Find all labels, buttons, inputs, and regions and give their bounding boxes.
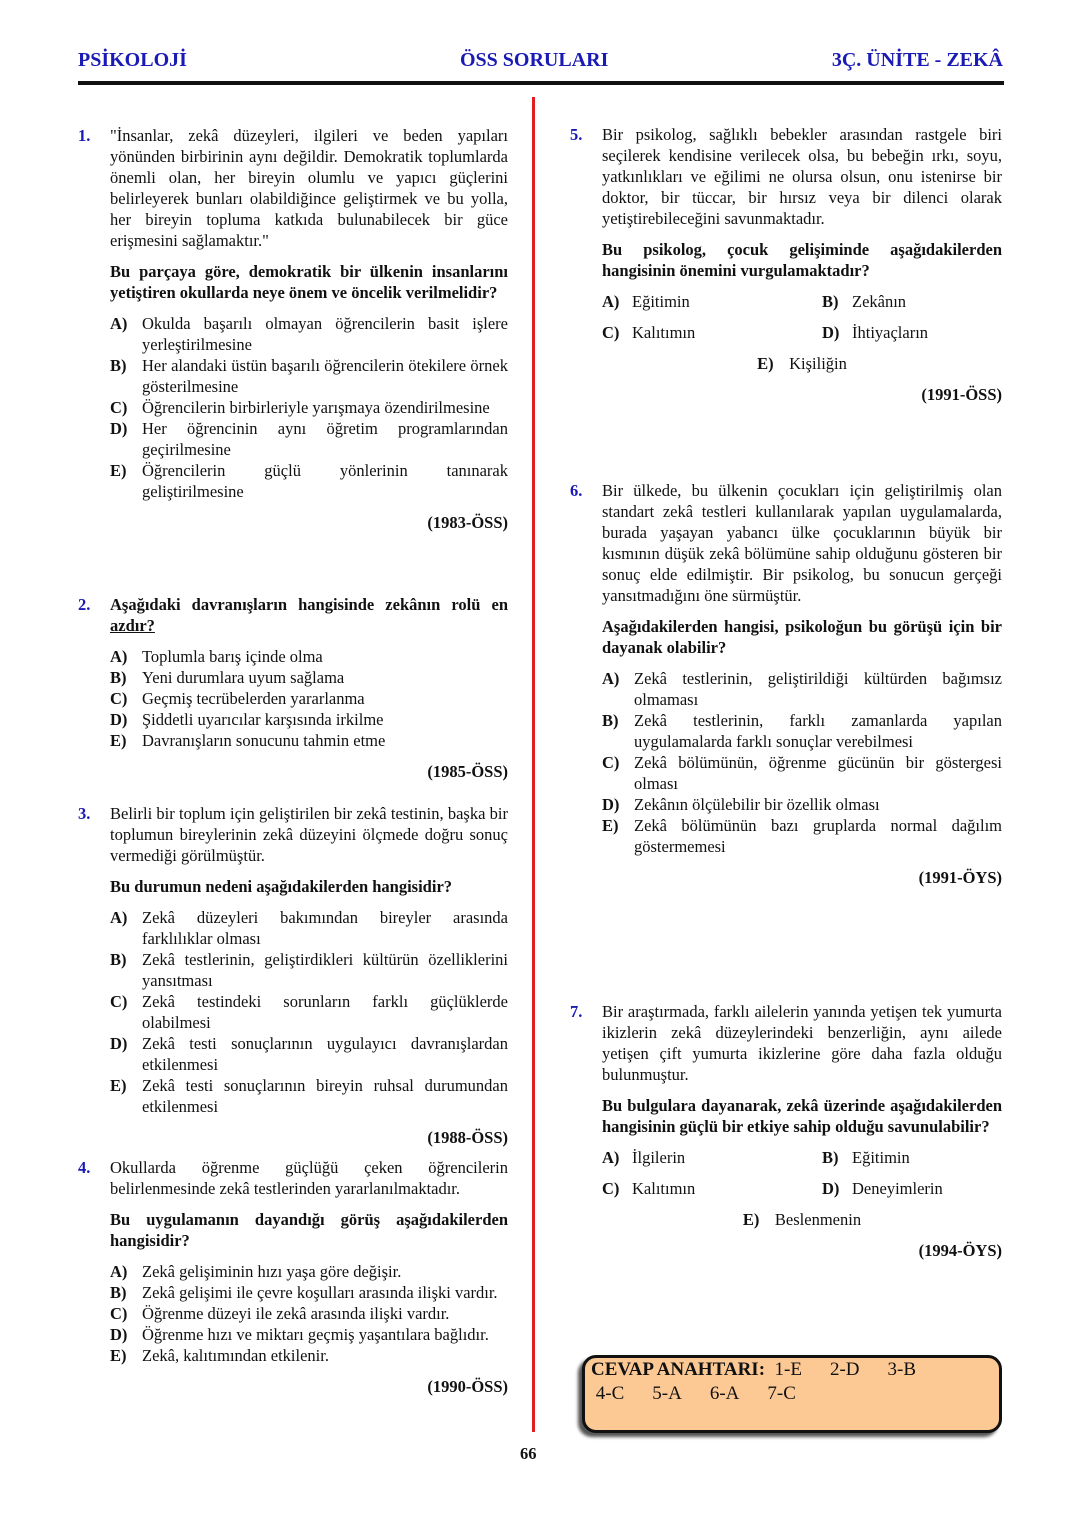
option-letter: D)	[110, 1325, 128, 1344]
prompt-emphasis: azdır?	[110, 616, 155, 635]
question-5	[570, 124, 1002, 405]
option-letter: C)	[602, 1179, 620, 1198]
option-letter: A)	[110, 908, 128, 927]
option-text: Öğrencilerin güçlü yönlerinin tanınarak geliştirilmesine	[142, 461, 508, 501]
option-letter: D)	[110, 419, 128, 438]
answer-option[interactable]	[110, 730, 508, 751]
option-letter: B)	[822, 1148, 839, 1167]
option-letter: A)	[110, 314, 128, 333]
option-letter: B)	[110, 1283, 127, 1302]
answer-option[interactable]	[110, 1303, 508, 1324]
question-prompt: Bu bulgulara dayanarak, zekâ üzerinde aşağıdakilerden hangisinin güçlü bir etkiye sahip olduğu savunulabilir?	[602, 1096, 1002, 1136]
option-letter: E)	[742, 1210, 760, 1229]
question-2	[78, 594, 508, 782]
option-letter: E)	[110, 1076, 127, 1095]
option-text: Zekâ bölümünün bazı gruplarda normal dağılım göstermemesi	[634, 816, 1002, 856]
option-text: İhtiyaçların	[852, 323, 929, 342]
question-source: (1990-ÖSS)	[427, 1377, 508, 1396]
question-number: 4.	[78, 1158, 91, 1177]
question-1	[78, 125, 508, 533]
answer-option[interactable]	[110, 1282, 508, 1303]
option-letter: B)	[110, 356, 127, 375]
answer-option[interactable]	[110, 1261, 508, 1282]
question-stem: Bir araştırmada, farklı ailelerin yanında yetişen tek yumurta ikizlerin zekâ düzeylerindeki benzerliğin, aynı ailede yetişen çift yumurta ikizlerine göre daha fazla olduğu bulunmuştur.	[602, 1002, 1002, 1084]
option-text: Öğrenme hızı ve miktarı geçmiş yaşantılara bağlıdır.	[142, 1325, 489, 1344]
question-prompt: Bu psikolog, çocuk gelişiminde aşağıdakilerden hangisinin önemini vurgulamaktadır?	[602, 240, 1002, 280]
option-text: Zekâ bölümünün, öğrenme gücünün bir göstergesi olması	[634, 753, 1002, 793]
answer-option[interactable]	[822, 1178, 1022, 1199]
option-text: Okulda başarılı olmayan öğrencilerin basit işlere yerleştirilmesine	[142, 314, 508, 354]
answer-option[interactable]	[110, 688, 508, 709]
option-letter: E)	[110, 731, 127, 750]
answer-option[interactable]	[110, 460, 508, 502]
answer-option[interactable]	[602, 794, 1002, 815]
page-number: 66	[520, 1444, 537, 1463]
option-text: Zekâ gelişimi ile çevre koşulları arasında ilişki vardır.	[142, 1283, 498, 1302]
option-letter: B)	[110, 950, 127, 969]
option-text: Davranışların sonucunu tahmin etme	[142, 731, 386, 750]
answer-option[interactable]	[602, 710, 1002, 752]
option-letter: C)	[110, 992, 128, 1011]
answer-option[interactable]	[757, 353, 847, 374]
answer-option[interactable]	[602, 322, 822, 343]
option-letter: D)	[110, 1034, 128, 1053]
question-6	[570, 480, 1002, 888]
question-stem: Belirli bir toplum için geliştirilen bir zekâ testinin, başka bir toplumun bireylerinin zekâ düzeyini ölçmede doğru sonuç vermediği görülmüştür.	[110, 804, 508, 865]
option-text: Beslenmenin	[774, 1210, 862, 1229]
column-divider	[532, 97, 535, 1432]
option-letter: D)	[602, 795, 620, 814]
option-text: Zekâ, kalıtımından etkilenir.	[142, 1346, 329, 1365]
answer: 1-E	[774, 1359, 802, 1380]
option-letter: E)	[602, 816, 619, 835]
question-stem: Okullarda öğrenme güçlüğü çeken öğrencilerin belirlenmesinde zekâ testlerinden yararlanılmaktadır.	[110, 1158, 508, 1198]
question-stem: Bir ülkede, bu ülkenin çocukları için geliştirilmiş olan standart zekâ testleri kullanılarak yapılan uygulamalarda, burada yaşayan yabancı ülke çocuklarının büyük bir kısmının düşük zekâ bölümüne sahip olduğunu gösteren bir sonuç elde edilmiştir. Bir psikolog, bu sonucun gerçeği yansıtmadığını öne sürmüştür.	[602, 481, 1002, 605]
option-text: Zekâ testlerinin, geliştirildiği kültürden bağımsız olmaması	[634, 669, 1002, 709]
option-text: Öğrencilerin birbirleriyle yarışmaya özendirilmesine	[142, 398, 490, 417]
question-source: (1988-ÖSS)	[427, 1128, 508, 1147]
option-letter: C)	[110, 689, 128, 708]
answer-option[interactable]	[110, 949, 508, 991]
option-text: Kalıtımın	[632, 323, 696, 342]
option-text: Zekâ testlerinin, farklı zamanlarda yapılan uygulamalarda farklı sonuçlar verebilmesi	[634, 711, 1002, 751]
question-source: (1991-ÖYS)	[918, 868, 1002, 887]
option-text: Zekâ testindeki sorunların farklı güçlüklerde olabilmesi	[142, 992, 508, 1032]
option-text: Her alandaki üstün başarılı öğrencilerin ötekilere örnek gösterilmesine	[142, 356, 508, 396]
answer-option[interactable]	[602, 752, 1002, 794]
question-prompt: Aşağıdakilerden hangisi, psikoloğun bu görüşü için bir dayanak olabilir?	[602, 617, 1002, 657]
question-7	[570, 1001, 1002, 1261]
option-letter: A)	[602, 292, 620, 311]
answer: 2-D	[829, 1359, 860, 1380]
question-number: 6.	[570, 481, 583, 500]
answer-option[interactable]	[110, 907, 508, 949]
answer-option[interactable]	[110, 1033, 508, 1075]
option-text: Deneyimlerin	[852, 1179, 943, 1198]
option-text: Eğitimin	[852, 1148, 910, 1167]
answer-option[interactable]	[822, 322, 1022, 343]
option-text: Zekâ testlerinin, geliştirdikleri kültürün özelliklerini yansıtması	[142, 950, 508, 990]
option-text: Geçmiş tecrübelerden yararlanma	[142, 689, 365, 708]
answer-option[interactable]	[602, 815, 1002, 857]
option-letter: E)	[110, 461, 127, 480]
header-unit: 3Ç. ÜNİTE - ZEKÂ	[831, 49, 1003, 71]
option-letter: D)	[822, 323, 840, 342]
option-text: Zekâ düzeyleri bakımından bireyler arasında farklılıklar olması	[142, 908, 508, 948]
question-source: (1985-ÖSS)	[427, 762, 508, 781]
question-prompt: Bu parçaya göre, demokratik bir ülkenin insanlarını yetiştiren okullarda neye önem ve öncelik verilmelidir?	[110, 262, 508, 302]
answer: 5-A	[652, 1383, 682, 1404]
option-letter: C)	[110, 1304, 128, 1323]
answer-option[interactable]	[110, 1075, 508, 1117]
question-stem: Bir psikolog, sağlıklı bebekler arasından rastgele biri seçilerek kendisine verilecek olsa, bu bebeğin ırkı, soyu, yatkınlıkları ve eğilimi ne olursa olsun, onu istenirse bir doktor, bir tüccar, bir hırsız veya bir dilenci olarak yetiştirebileceğini savunmaktadır.	[602, 125, 1002, 228]
answer-option[interactable]	[110, 667, 508, 688]
option-letter: A)	[602, 669, 620, 688]
answer-option[interactable]	[110, 646, 508, 667]
answer-option[interactable]	[602, 1147, 822, 1168]
option-text: Her öğrencinin aynı öğretim programlarından geçirilmesine	[142, 419, 508, 459]
option-text: Zekâ testi sonuçlarının uygulayıcı davranışlardan etkilenmesi	[142, 1034, 508, 1074]
question-source: (1991-ÖSS)	[921, 385, 1002, 404]
answer-option[interactable]	[602, 1178, 822, 1199]
option-text: Zekânın	[852, 292, 907, 311]
question-number: 5.	[570, 125, 583, 144]
answer-option[interactable]	[110, 1324, 508, 1345]
answer-option[interactable]	[822, 291, 1022, 312]
header-rule	[78, 81, 1004, 85]
answer-option[interactable]	[743, 1209, 861, 1230]
question-stem: "İnsanlar, zekâ düzeyleri, ilgileri ve beden yapıları yönünden birbirinin aynı değildir. Demokratik toplumlarda önemli olan, her bireyin olumlu ve yapıcı güçlerini belirleyerek bunları olabildiğince geliştirmek ve bu yolla, her bireyin topluma katkıda bulunabilecek bir güce erişmesini sağlamaktır."	[110, 126, 508, 250]
option-letter: D)	[110, 710, 128, 729]
option-text: Eğitimin	[632, 292, 690, 311]
option-letter: A)	[110, 1262, 128, 1281]
option-letter: A)	[110, 647, 128, 666]
option-text: İlgilerin	[632, 1148, 686, 1167]
question-number: 2.	[78, 595, 91, 614]
answer-option[interactable]	[110, 418, 508, 460]
question-number: 3.	[78, 804, 91, 823]
answer: 3-B	[887, 1359, 917, 1380]
question-number: 1.	[78, 126, 91, 145]
answer-key-label: CEVAP ANAHTARI:	[591, 1359, 766, 1380]
question-prompt: Bu uygulamanın dayandığı görüş aşağıdakilerden hangisidir?	[110, 1210, 508, 1250]
option-letter: C)	[602, 323, 620, 342]
option-text: Zekânın ölçülebilir bir özellik olması	[634, 795, 880, 814]
answer-option[interactable]	[110, 709, 508, 730]
option-text: Zekâ testi sonuçlarının bireyin ruhsal durumundan etkilenmesi	[142, 1076, 508, 1116]
answer-option[interactable]	[602, 291, 822, 312]
question-prompt	[110, 594, 508, 636]
question-number: 7.	[570, 1002, 583, 1021]
option-letter: A)	[602, 1148, 620, 1167]
option-text: Öğrenme düzeyi ile zekâ arasında ilişki vardır.	[142, 1304, 450, 1323]
option-letter: C)	[110, 398, 128, 417]
option-letter: E)	[757, 354, 774, 373]
answer-option[interactable]	[822, 1147, 1022, 1168]
answer-option[interactable]	[110, 313, 508, 355]
question-3	[78, 803, 508, 1148]
answer-option[interactable]	[110, 355, 508, 397]
option-letter: B)	[110, 668, 127, 687]
answer: 4-C	[595, 1383, 625, 1404]
answer-option[interactable]	[110, 397, 508, 418]
answer: 6-A	[709, 1383, 740, 1404]
answer: 7-C	[767, 1383, 796, 1404]
option-text: Toplumla barış içinde olma	[142, 647, 323, 666]
question-4	[78, 1157, 508, 1397]
option-text: Şiddetli uyarıcılar karşısında irkilme	[142, 710, 384, 729]
option-text: Kişiliğin	[789, 354, 847, 373]
option-text: Kalıtımın	[632, 1179, 696, 1198]
question-prompt: Bu durumun nedeni aşağıdakilerden hangisidir?	[110, 877, 453, 896]
option-letter: C)	[602, 753, 620, 772]
question-source: (1983-ÖSS)	[427, 513, 508, 532]
header-subject: PSİKOLOJİ	[78, 49, 187, 71]
answer-option[interactable]	[602, 668, 1002, 710]
answer-key-box	[582, 1355, 1002, 1433]
option-letter: D)	[822, 1179, 840, 1198]
option-text: Yeni durumlara uyum sağlama	[142, 668, 345, 687]
answer-option[interactable]	[110, 991, 508, 1033]
question-source: (1994-ÖYS)	[918, 1241, 1002, 1260]
prompt-text: Aşağıdaki davranışların hangisinde zekânın rolü en	[110, 595, 508, 614]
option-letter: B)	[822, 292, 839, 311]
header-title: ÖSS SORULARI	[460, 49, 609, 71]
answer-option[interactable]	[110, 1345, 508, 1366]
option-text: Zekâ gelişiminin hızı yaşa göre değişir.	[142, 1262, 402, 1281]
option-letter: E)	[110, 1346, 127, 1365]
option-letter: B)	[602, 711, 619, 730]
